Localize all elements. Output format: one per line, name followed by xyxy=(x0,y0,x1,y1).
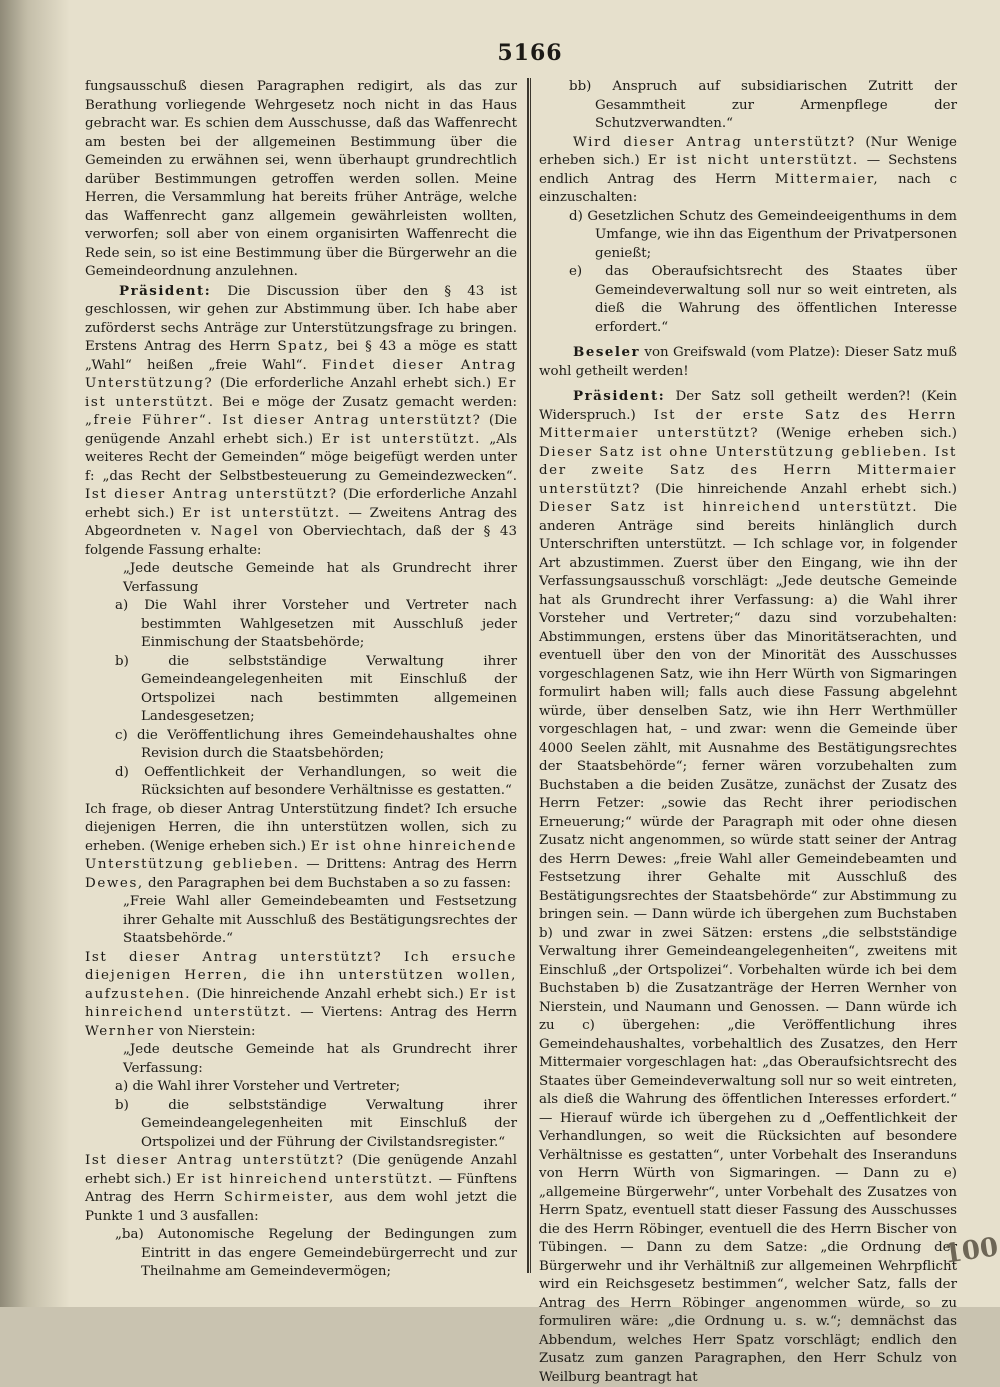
list-item: a) die Wahl ihrer Vorsteher und Vertreter; xyxy=(115,1079,401,1094)
binding-shadow xyxy=(0,0,70,1307)
paragraph: fungsausschuß diesen Paragraphen redigirt, als das zur Berathung vorliegende Wehrgesetz noch nicht in das Haus gebracht war. Es schien dem Ausschusse, daß das Waffenrecht am besten bei der allgemeinen Bestimmung über die Gemeinden zu erwähnen sei, wenn überhaupt grundrechtlich darüber Bestimmungen getroffen werden sollen. Meine Herren, die Versammlung hat bereits früher Anträge, welche das Waffenrecht ganz allgemein gewährleisten wollten, verworfen; soll aber von einem organisirten Waffenrecht die Rede sein, so ist eine Bestimmung über die Bürgerwehr an die Gemeindeordnung anzulehnen. xyxy=(85,79,517,279)
list-item: b) die selbstständige Verwaltung ihrer Gemeindeangelegenheiten mit Einschluß der Ortspolizei nach bestimmten allgemeinen Landesgesetzen; xyxy=(115,653,517,724)
column-divider xyxy=(527,78,529,1273)
list-item: b) die selbstständige Verwaltung ihrer Gemeindeangelegenheiten mit Einschluß der Ortspolizei und der Führung der Civilstandsregister.“ xyxy=(115,1097,517,1150)
list-item: c) die Veröffentlichung ihres Gemeindehaushaltes ohne Revision durch die Staatsbehörden; xyxy=(115,727,517,761)
paragraph: Ist dieser Antrag unterstützt? Ich ersuche diejenigen Herren, die ihn unterstützen wollen, aufzustehen. (Die hinreichende Anzahl erhebt sich.) Er ist hinreichend unterstützt. — Viertens: Antrag des Herrn Wernher von Nierstein: xyxy=(85,949,518,1039)
list-item: d) Gesetzlichen Schutz des Gemeindeeigenthums in dem Umfange, wie ihn das Eigenthum der Privatpersonen genießt; xyxy=(569,208,957,261)
paragraph: Ist dieser Antrag unterstützt? (Die genügende Anzahl erhebt sich.) Er ist hinreichend unterstützt. — Fünftens Antrag des Herrn Schirmeister, aus dem wohl jetzt die Punkte 1 und 3 ausfallen: xyxy=(85,1153,518,1224)
paragraph: Beseler von Greifswald (vom Platze): Dieser Satz muß wohl getheilt werden! xyxy=(539,344,957,379)
left-column xyxy=(85,78,518,1279)
paragraph: Präsident: Der Satz soll getheilt werden?! (Kein Widerspruch.) Ist der erste Satz des Herrn Mittermaier unterstützt? (Wenige erheben sich.) Dieser Satz ist ohne Unterstützung geblieben. Ist der zweite Satz des Herrn Mittermaier unterstützt? (Die hinreichende Anzahl erhebt sich.) Dieser Satz ist hinreichend unterstützt. Die anderen Anträge sind bereits hinlänglich durch Unterschriften unterstützt. — Ich schlage vor, in folgender Art abzustimmen. Zuerst über den Eingang, wie ihn der Verfassungsausschuß vorschlägt: „Jede deutsche Gemeinde hat als Grundrecht ihrer Verfassung: a) die Wahl ihrer Vorsteher und Vertreter;“ dazu sind vorzubehalten: Abstimmungen, erstens über das Minoritätserachten, und eventuell über den von der Minorität des Ausschusses vorgeschlagenen Satz, wie ihn Herr Würth von Sigmaringen formulirt haben will; falls auch diese Fassung abgelehnt würde, über denselben Satz, wie ihn Herr Werthmüller vorgeschlagen hat, – und zwar: wenn die Gemeinde über 4000 Seelen zählt, mit Ausnahme des Bestätigungsrechtes der Staatsbehörde“; ferner wären vorzubehalten zum Buchstaben a die beiden Zusätze, zunächst der Zusatz des Herrn Fetzer: „sowie das Recht ihrer periodischen Erneuerung;“ würde der Paragraph mit oder ohne diesen Zusatz nicht angenommen, so würde statt seiner der Antrag des Herrn Dewes: „freie Wahl aller Gemeindebeamten und Festsetzung ihrer Gehalte mit Ausschluß des Bestätigungsrechtes der Staatsbehörde“ zur Abstimmung zu bringen sein. — Dann würde ich übergehen zum Buchstaben b) und zwar in zwei Sätzen: erstens „die selbstständige Verwaltung ihrer Gemeindeangelegenheiten“, zweitens mit Einschluß „der Ortspolizei“. Vorbehalten würde ich bei dem Buchstaben b) die Zusatzanträge der Herren Wernher von Nierstein, und Naumann und Genossen. — Dann würde ich zu c) übergehen: „die Veröffentlichung ihres Gemeindehaushaltes, vorbehaltlich des Zusatzes, den Herr Mittermaier vorgeschlagen hat: „das Oberaufsichtsrecht des Staates über Gemeindeverwaltung soll nur so weit eintreten, als dieß die Wahrung des öffentlichen Interesses erfordert.“ — Hierauf würde ich übergehen zu d „Oeffentlichkeit der Verhandlungen, so weit die Rücksichten auf besondere Verhältnisse es gestatten“, unter Vorbehalt des Inseranduns von Herrn Würth von Sigmaringen. — Dann zu e) „allgemeine Bürgerwehr“, unter Vorbehalt des Zusatzes von Herrn Spatz, eventuell statt dieser Fassung des Ausschusses die des Herrn Röbinger, eventuell die des Herrn Bischer von Tübingen. — Dann zu dem Satze: „die Ordnung der Bürgerwehr und ihr Verhältniß zur allgemeinen Wehrpflicht wird ein Reichsgesetz bestimmen“, welcher Satz, falls der Antrag des Herrn Röbinger angenommen würde, so zu formuliren wäre: „die Ordnung u. s. w.“; demnächst das Abbendum, welches Herr Spatz vorschlägt; endlich den Zusatz zum ganzen Paragraphen, den Herr Schulz von Weilburg beantragt hat xyxy=(539,388,957,1385)
list-item: e) das Oberaufsichtsrecht des Staates über Gemeindeverwaltung soll nur so weit eintreten, als dieß die Wahrung des öffentlichen Interesse erfordert.“ xyxy=(569,264,957,335)
paragraph: Präsident: Die Discussion über den § 43 ist geschlossen, wir gehen zur Abstimmung über. Ich habe aber zuförderst sechs Anträge zur Unterstützungsfrage zu bringen. Erstens Antrag des Herrn Spatz, bei § 43 a möge es statt „Wahl“ heißen „freie Wahl“. Findet dieser Antrag Unterstützung? (Die erforderliche Anzahl erhebt sich.) Er ist unterstützt. Bei e möge der Zusatz gemacht werden: „freie Führer“. Ist dieser Antrag unterstützt? (Die genügende Anzahl erhebt sich.) Er ist unterstützt. „Als weiteres Recht der Gemeinden“ möge beigefügt werden unter f: „das Recht der Selbstbesteuerung zu Gemeindezwecken“. Ist dieser Antrag unterstützt? (Die erforderliche Anzahl erhebt sich.) Er ist unterstützt. — Zweitens Antrag des Abgeordneten v. Nagel von Oberviechtach, daß der § 43 folgende Fassung erhalte: xyxy=(85,282,518,558)
list-item: d) Oeffentlichkeit der Verhandlungen, so weit die Rücksichten auf besondere Verhältnisse es gestatten.“ xyxy=(115,764,517,798)
person-name: Spatz, xyxy=(277,339,330,354)
page-number: 5166 xyxy=(497,40,563,66)
list-item: a) Die Wahl ihrer Vorsteher und Vertreter nach bestimmten Wahlgesetzen mit Ausschluß jeder Einmischung der Staatsbehörde; xyxy=(115,598,517,650)
quotation: „Freie Wahl aller Gemeindebeamten und Festsetzung ihrer Gehalte mit Ausschluß des Bestätigungsrechtes der Staatsbehörde.“ xyxy=(123,894,517,946)
list-item: bb) Anspruch auf subsidiarischen Zutritt der Gesammtheit zur Armenpflege der Schutzverwandten.“ xyxy=(569,79,957,131)
page-edge-mark: 100 xyxy=(941,1232,1000,1270)
column-divider xyxy=(530,78,531,1273)
speaker-label: Präsident: xyxy=(119,282,212,299)
person-name: Schirmeister, xyxy=(223,1190,335,1205)
quotation: „Jede deutsche Gemeinde hat als Grundrecht ihrer Verfassung: xyxy=(123,1042,517,1076)
person-name: Wernher xyxy=(85,1023,155,1039)
person-name: Nagel xyxy=(210,524,260,539)
quotation: „Jede deutsche Gemeinde hat als Grundrecht ihrer Verfassung xyxy=(123,561,517,595)
paragraph: Wird dieser Antrag unterstützt? (Nur Wenige erheben sich.) Er ist nicht unterstützt. — Sechstens endlich Antrag des Herrn Mittermaier, nach c einzuschalten: xyxy=(539,134,957,205)
speaker-label: Beseler xyxy=(573,344,641,360)
paragraph: Ich frage, ob dieser Antrag Unterstützung findet? Ich ersuche diejenigen Herren, die ihn unterstützen wollen, sich zu erheben. (Wenige erheben sich.) Er ist ohne hinreichende Unterstützung geblieben. — Drittens: Antrag des Herrn Dewes, den Paragraphen bei dem Buchstaben a so zu fassen: xyxy=(85,801,517,891)
person-name: Dewes, xyxy=(85,875,144,891)
list-item: „ba) Autonomische Regelung der Bedingungen zum Eintritt in das engere Gemeindebürgerrecht und zur Theilnahme am Gemeindevermögen; xyxy=(115,1227,517,1279)
person-name: Mittermaier, xyxy=(774,171,880,187)
speaker-label: Präsident: xyxy=(573,388,666,404)
right-column xyxy=(539,78,957,1385)
